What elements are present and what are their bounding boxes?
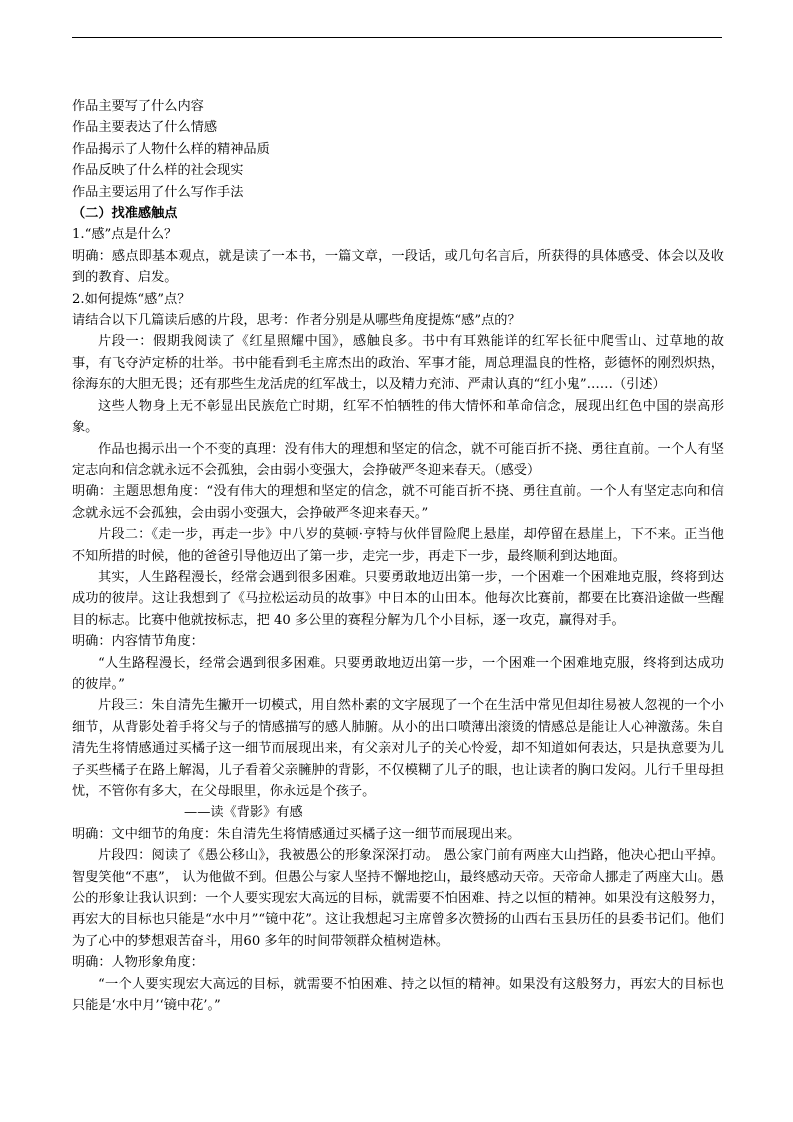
fragment-2-answer: “人生路程漫长，经常会遇到很多困难。只要勇敢地迈出第一步，一个困难一个困难地克服，终将到达成功的彼岸。” [72,655,724,692]
fragment-2-paragraph: 其实，人生路程漫长，经常会遇到很多困难。只要勇敢地迈出第一步，一个困难一个困难地克服，终将到达成功的彼岸。这让我想到了《马拉松运动员的故事》中日本的山田本。他每次比赛前，都要在比赛沿途做一些醒目的标志。比赛中他就按标志，把 40 多公里的赛程分解为几个小目标，逐一攻克，赢得对手。 [72,569,724,628]
question-1: 1.“感”点是什么？ [72,227,178,243]
fragment-3-answer: 明确：文中细节的角度：朱自清先生将情感通过买橘子这一细节而展现出来。 [72,826,521,842]
fragment-2-answer-label: 明确：内容情节角度： [72,634,204,650]
question-item: 作品反映了什么样的社会现实 [72,163,244,179]
fragment-3-paragraph: 片段三：朱自清先生撇开一切模式，用自然朴素的文字展现了一个在生活中常见但却往易被人忽视的一个小细节，从背影处着手将父与子的情感描写的感人肺腑。从小的出口喷薄出滚烫的情感总是能让人心神激荡。朱自清先生将情感通过买橘子这一细节而展现出来，有父亲对儿子的关心怜爱，却不知道如何表达，只是执意要为儿子买些橘子在路上解渴，儿子看着父亲臃肿的背影，不仅模糊了儿子的眼，也让读者的胸口发闷。儿行千里母担忧，不管你有多大，在父母眼里，你永远是个孩子。 [72,698,724,799]
fragment-4-paragraph: 片段四：阅读了《愚公移山》，我被愚公的形象深深打动。 愚公家门前有两座大山挡路，他决心把山平掉。智叟笑他“不惠”， 认为他做不到。但愚公与家人坚持不懈地挖山，最终感动天帝。天帝命人挪走了两座大山。愚公的形象让我认识到：一个人要实现宏大高远的目标，就需要不怕困难、持之以恒的精神。如果没有这般努力，再宏大的目标也只能是“水中月”“镜中花”。这让我想起习主席曾多次赞扬的山西右玉县历任的县委书记们。他们为了心中的梦想艰苦奋斗，用60 多年的时间带领群众植树造林。 [72,848,724,949]
fragment-1-paragraph: 片段一：假期我阅读了《红星照耀中国》，感触良多。书中有耳熟能详的红军长征中爬雪山、过草地的故事，有飞夺泸定桥的壮举。书中能看到毛主席杰出的政治、军事才能，周总理温良的性格，彭德怀的刚烈炽热，徐海东的大胆无畏；还有那些生龙活虎的红军战士，以及精力充沛、严肃认真的“红小鬼”……（引述） [72,334,724,393]
fragment-2-paragraph: 片段二：《走一步，再走一步》中八岁的莫顿·亨特与伙伴冒险爬上悬崖，却停留在悬崖上，下不来。正当他不知所措的时候，他的爸爸引导他迈出了第一步，走完一步，再走下一步，最终顺利到达地面。 [72,527,724,564]
header-rule [72,37,722,38]
fragment-1-answer: 明确：主题思想角度：“没有伟大的理想和坚定的信念，就不可能百折不挠、勇往直前。一个人有坚定志向和信念就永远不会孤独，会由弱小变强大，会挣破严冬迎来春天。” [72,484,724,521]
question-item: 作品揭示了人物什么样的精神品质 [72,141,270,157]
question-2: 2.如何提炼“感”点？ [72,291,191,307]
question-2-prompt: 请结合以下几篇读后感的片段，思考：作者分别是从哪些角度提炼“感”点的？ [72,313,521,329]
section-title: （二）找准感触点 [72,206,178,222]
document-body [72,96,724,1016]
fragment-1-paragraph: 作品也揭示出一个不变的真理：没有伟大的理想和坚定的信念，就不可能百折不挠、勇往直前。一个人有坚定志向和信念就永远不会孤独，会由弱小变强大，会挣破严冬迎来春天。（感受） [72,441,724,478]
fragment-3-signature: ——读《背影》有感 [184,805,303,821]
fragment-4-answer-label: 明确：人物形象角度： [72,955,204,971]
question-item: 作品主要写了什么内容 [72,99,204,114]
question-item: 作品主要运用了什么写作手法 [72,184,244,200]
fragment-4-answer: “一个人要实现宏大高远的目标，就需要不怕困难、持之以恒的精神。如果没有这般努力，再宏大的目标也只能是‘水中月’‘镜中花’。” [72,976,724,1014]
question-item: 作品主要表达了什么情感 [72,120,218,136]
fragment-1-paragraph: 这些人物身上无不彰显出民族危亡时期，红军不怕牺牲的伟大情怀和革命信念，展现出红色中国的崇高形象。 [72,398,724,436]
question-1-answer: 明确：感点即基本观点，就是读了一本书，一篇文章，一段话，或几句名言后，所获得的具体感受、体会以及收到的教育、启发。 [72,248,724,286]
